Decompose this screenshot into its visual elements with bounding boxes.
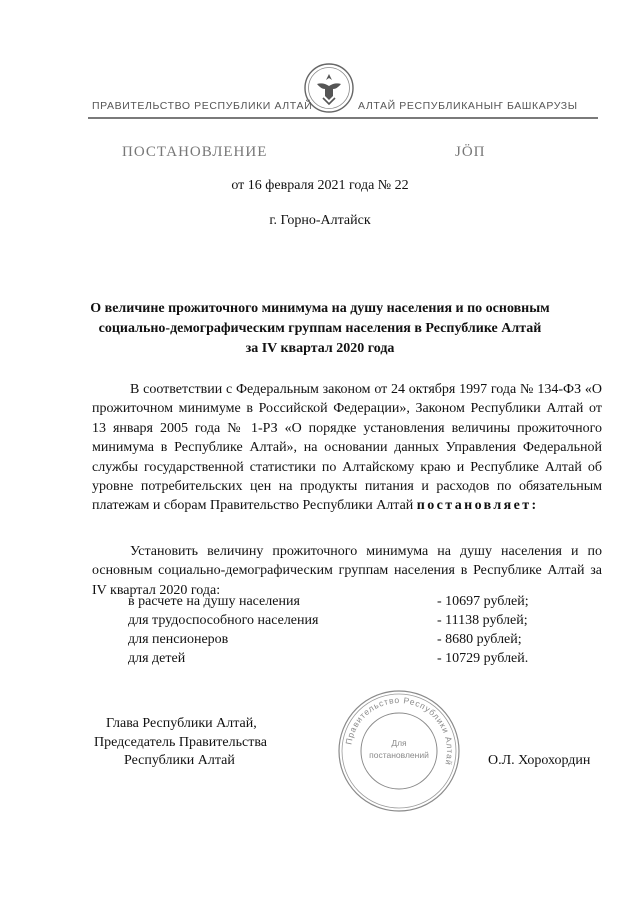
signatory-title-line: Республики Алтай bbox=[124, 753, 235, 768]
stamp-ring-text: Правительство Республики Алтай bbox=[343, 694, 456, 767]
signatory-title-line: Глава Республики Алтай, bbox=[106, 716, 257, 731]
item-value: - 8680 рублей; bbox=[437, 632, 522, 647]
title-line: О величине прожиточного минимума на душу населения и по основным bbox=[90, 301, 550, 316]
document-title bbox=[60, 299, 580, 359]
decree-word: постановляет: bbox=[416, 498, 539, 514]
stamp-center-text: постановлений bbox=[369, 750, 429, 760]
item-value: - 10729 рублей. bbox=[437, 651, 529, 666]
title-line: за IV квартал 2020 года bbox=[245, 341, 395, 356]
preamble-paragraph bbox=[92, 380, 602, 516]
stamp-center-text: Для bbox=[391, 738, 407, 748]
item-label: для детей bbox=[128, 651, 186, 666]
header-divider bbox=[88, 117, 598, 119]
item-label: для пенсионеров bbox=[128, 632, 229, 647]
signatory-title-line: Председатель Правительства bbox=[94, 735, 267, 750]
official-stamp bbox=[336, 688, 462, 814]
item-value: - 11138 рублей; bbox=[437, 613, 528, 628]
item-label: для трудоспособного населения bbox=[128, 613, 319, 628]
doctype-russian: ПОСТАНОВЛЕНИЕ bbox=[122, 144, 268, 160]
item-value: - 10697 рублей; bbox=[437, 594, 529, 609]
title-line: социально-демографическим группам населения в Республике Алтай bbox=[98, 321, 542, 336]
resolution-paragraph: Установить величину прожиточного минимума на душу населения и по основным социально-демографическим группам населения в Республике Алтай за IV квартал 2020 года: bbox=[92, 544, 602, 598]
date-line: от 16 февраля 2021 года № 22 bbox=[231, 178, 409, 193]
doctype-altai: ЈӦП bbox=[455, 144, 486, 160]
preamble-text: В соответствии с Федеральным законом от 24 октября 1997 года № 134-ФЗ «О прожиточном минимуме в Российской Федерации», Законом Республики Алтай от 13 января 2005 года № 1-РЗ «О порядке установления величины прожиточного минимума в Республике Алтай», на основании данных Управления Федеральной службы государственной статистики по Алтайскому краю и Республике Алтай об уровне потребительских цен на продукты питания и расходов по обязательным платежам и сборам Правительство Республики Алтай bbox=[92, 382, 602, 514]
government-name-altai: АЛТАЙ РЕСПУБЛИКАНЫҤ БАШКАРУЗЫ bbox=[358, 100, 578, 112]
signatory-name: О.Л. Хорохордин bbox=[488, 753, 591, 768]
item-label: в расчете на душу населения bbox=[128, 594, 300, 609]
city-line: г. Горно-Алтайск bbox=[269, 213, 371, 228]
government-name-russian: ПРАВИТЕЛЬСТВО РЕСПУБЛИКИ АЛТАЙ bbox=[92, 100, 313, 112]
